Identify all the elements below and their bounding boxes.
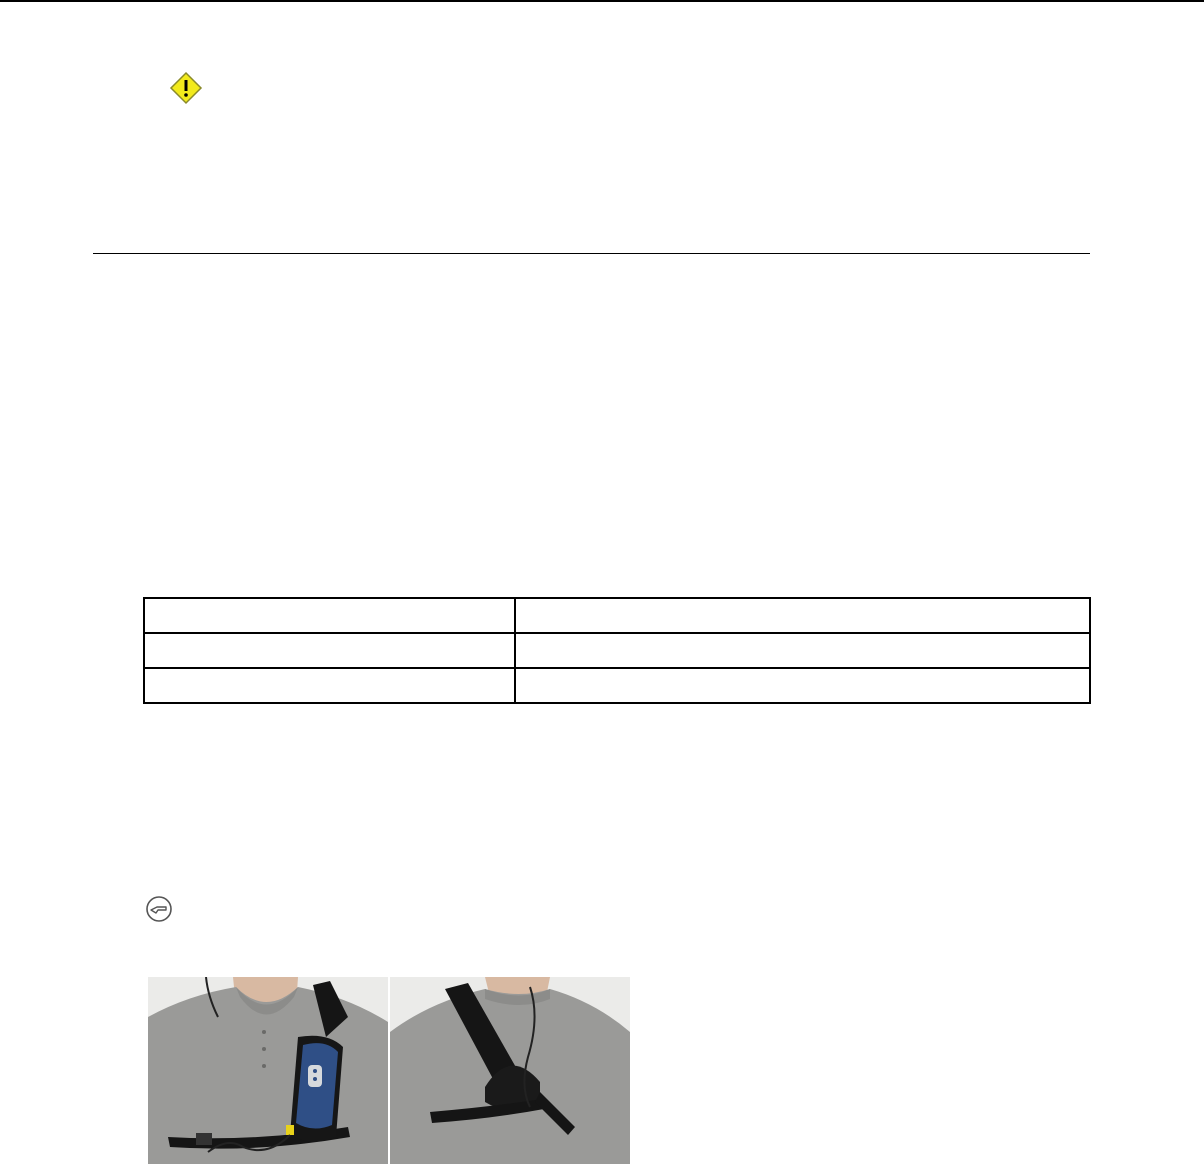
- note-icon: [144, 894, 174, 924]
- warning-icon: [169, 71, 203, 105]
- table-cell-value: [515, 633, 1090, 668]
- page-top-rule: [0, 0, 1204, 2]
- table-cell-label: [144, 668, 515, 703]
- table-cell-value: [515, 598, 1090, 633]
- table-cell-label: [144, 633, 515, 668]
- harness-back-photo: [390, 977, 630, 1164]
- table-row: [144, 598, 1090, 633]
- table-row: [144, 633, 1090, 668]
- table-cell-label: [144, 598, 515, 633]
- harness-front-photo: [148, 977, 388, 1164]
- table-row: [144, 668, 1090, 703]
- table-cell-value: [515, 668, 1090, 703]
- specification-table: [143, 597, 1091, 704]
- section-divider: [93, 253, 1090, 254]
